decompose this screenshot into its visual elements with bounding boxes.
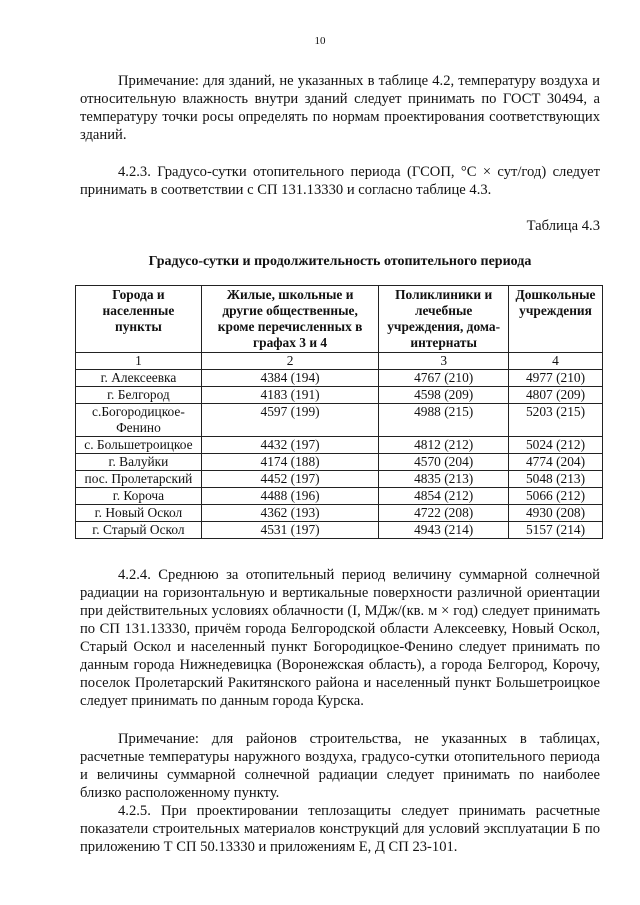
- value-cell: 4452 (197): [201, 471, 378, 488]
- city-cell: г. Валуйки: [76, 454, 202, 471]
- value-cell: 4835 (213): [379, 471, 509, 488]
- value-cell: 5066 (212): [509, 488, 603, 505]
- value-cell: 4767 (210): [379, 370, 509, 387]
- city-cell: с. Большетроицкое: [76, 437, 202, 454]
- header-clinics: Поликлиники и лечебные учреждения, дома-интернаты: [379, 286, 509, 353]
- value-cell: 4988 (215): [379, 404, 509, 437]
- paragraph-4-2-4: 4.2.4. Среднюю за отопительный период величину суммарной солнечной радиации на горизонтальную и вертикальные поверхности различной ориентации при действительных условиях облачности (I, МДж/(кв. м × год) следует принимать по СП 131.13330, причём города Белгородской области Алексеевку, Новый Оскол, Старый Оскол и населенный пункт Богородицкое-Фенино следует принимать по данным города Нижнедевицка (Воронежская область), а города Белгород, Корочу, поселок Пролетарский Ракитянского района и населенный пункт Большетроицкое следует принимать по данным города Курска.: [80, 567, 600, 709]
- column-number: 4: [509, 353, 603, 370]
- table-row: [76, 488, 603, 505]
- value-cell: 4384 (194): [201, 370, 378, 387]
- city-cell: г. Короча: [76, 488, 202, 505]
- paragraph-4-2-5: 4.2.5. При проектировании теплозащиты следует принимать расчетные показатели строительных материалов конструкций для условий эксплуатации Б по приложению Т СП 50.13330 и приложениям Е, Д СП 23-101.: [80, 803, 600, 855]
- value-cell: 4774 (204): [509, 454, 603, 471]
- column-number: 3: [379, 353, 509, 370]
- header-cities: Города и населенные пункты: [76, 286, 202, 353]
- header-preschool: Дошкольные учреждения: [509, 286, 603, 353]
- value-cell: 4597 (199): [201, 404, 378, 437]
- city-cell: пос. Пролетарский: [76, 471, 202, 488]
- value-cell: 4362 (193): [201, 505, 378, 522]
- table-row: [76, 471, 603, 488]
- value-cell: 4930 (208): [509, 505, 603, 522]
- value-cell: 5157 (214): [509, 522, 603, 539]
- table-row: [76, 437, 603, 454]
- value-cell: 4488 (196): [201, 488, 378, 505]
- value-cell: 4598 (209): [379, 387, 509, 404]
- table-title: Градусо-сутки и продолжительность отопительного периода: [148, 254, 532, 269]
- value-cell: 4812 (212): [379, 437, 509, 454]
- note-paragraph-1: Примечание: для зданий, не указанных в таблице 4.2, температуру воздуха и относительную влажность внутри зданий следует принимать по ГОСТ 30494, а температуру точки росы определять по нормам проектирования соответствующих зданий.: [80, 73, 600, 143]
- table-row: [76, 370, 603, 387]
- table-label: Таблица 4.3: [526, 218, 600, 234]
- value-cell: 5024 (212): [509, 437, 603, 454]
- column-number: 2: [201, 353, 378, 370]
- table-row: [76, 522, 603, 539]
- value-cell: 4977 (210): [509, 370, 603, 387]
- table-row: [76, 387, 603, 404]
- value-cell: 4570 (204): [379, 454, 509, 471]
- column-number: 1: [76, 353, 202, 370]
- value-cell: 4943 (214): [379, 522, 509, 539]
- table-row: [76, 404, 603, 437]
- value-cell: 4722 (208): [379, 505, 509, 522]
- value-cell: 4531 (197): [201, 522, 378, 539]
- header-residential: Жилые, школьные и другие общественные, кроме перечисленных в графах 3 и 4: [201, 286, 378, 353]
- table-row: [76, 505, 603, 522]
- value-cell: 4854 (212): [379, 488, 509, 505]
- value-cell: 4183 (191): [201, 387, 378, 404]
- degree-days-table: [75, 285, 603, 539]
- value-cell: 4807 (209): [509, 387, 603, 404]
- city-cell: с.Богородицкое-Фенино: [76, 404, 202, 437]
- paragraph-4-2-3: 4.2.3. Градусо-сутки отопительного периода (ГСОП, °С × сут/год) следует принимать в соответствии с СП 131.13330 и согласно таблице 4.3.: [80, 164, 600, 198]
- value-cell: 5203 (215): [509, 404, 603, 437]
- table-header-row: [76, 286, 603, 353]
- city-cell: г. Новый Оскол: [76, 505, 202, 522]
- city-cell: г. Старый Оскол: [76, 522, 202, 539]
- note-paragraph-2: Примечание: для районов строительства, не указанных в таблицах, расчетные температуры наружного воздуха, градусо-сутки отопительного периода и величины суммарной солнечной радиации следует принимать по наиболее близко расположенному пункту.: [80, 731, 600, 801]
- table-row: [76, 454, 603, 471]
- city-cell: г. Белгород: [76, 387, 202, 404]
- value-cell: 4432 (197): [201, 437, 378, 454]
- value-cell: 4174 (188): [201, 454, 378, 471]
- table-column-numbers-row: [76, 353, 603, 370]
- value-cell: 5048 (213): [509, 471, 603, 488]
- city-cell: г. Алексеевка: [76, 370, 202, 387]
- page-number: 10: [314, 35, 326, 47]
